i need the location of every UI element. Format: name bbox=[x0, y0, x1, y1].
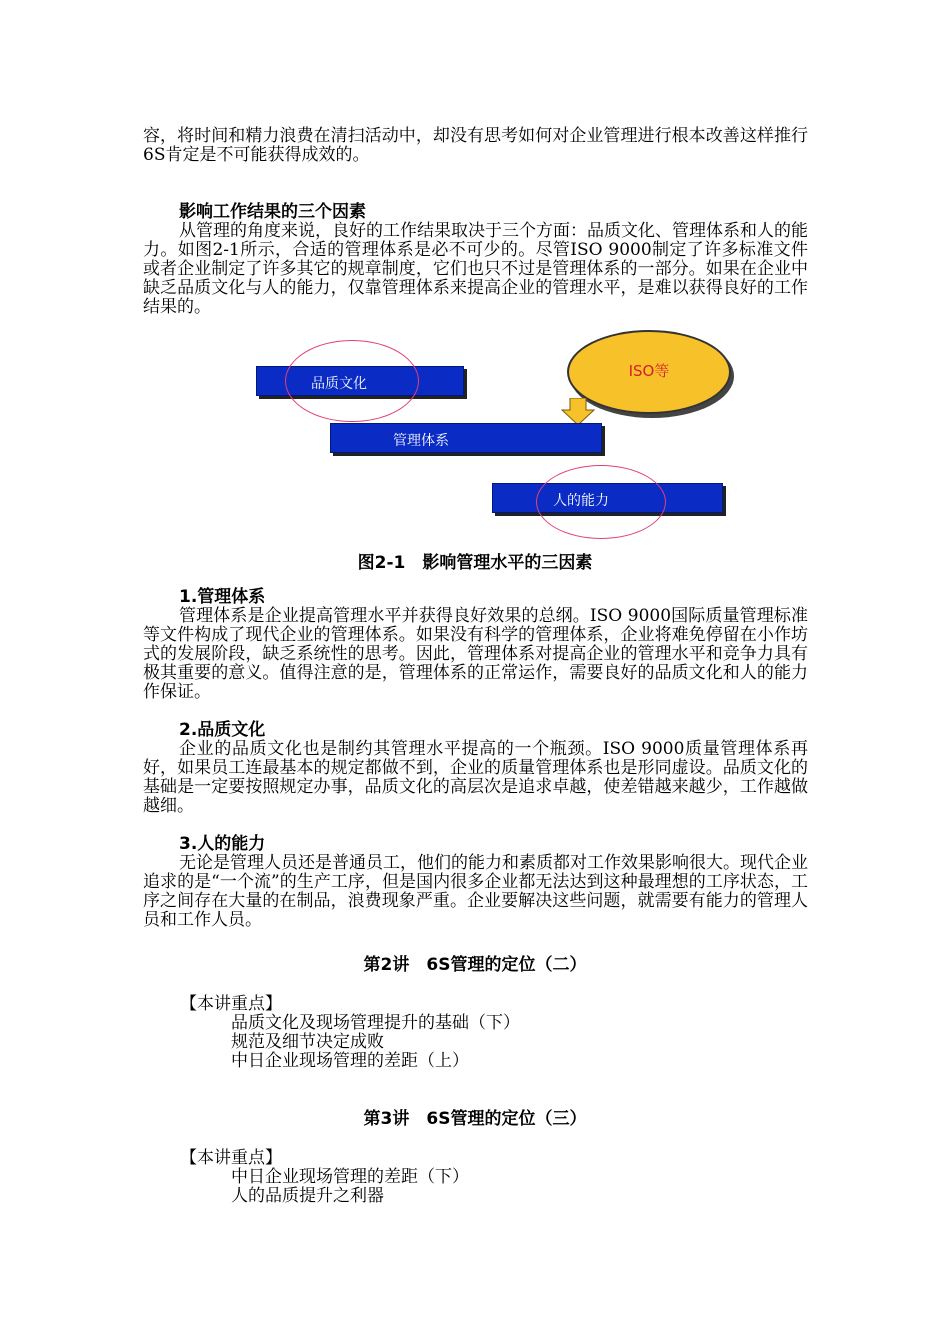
section-body: 从管理的角度来说，良好的工作结果取决于三个方面：品质文化、管理体系和人的能力。如图2-1所示，合适的管理体系是必不可少的。尽管ISO 9000制定了许多标准文件或者企业制定了许多其它的规章制度，它们也只不过是管理体系的一部分。如果在企业中缺乏品质文化与人的能力，仅靠管理体系来提高企业的管理水平，是难以获得良好的工作结果的。 bbox=[143, 221, 808, 317]
item-1-body: 管理体系是企业提高管理水平并获得良好效果的总纲。ISO 9000国际质量管理标准等文件构成了现代企业的管理体系。如果没有科学的管理体系，企业将难免停留在小作坊式的发展阶段，缺乏系统性的思考。因此，管理体系对提高企业的管理水平和竞争力具有极其重要的意义。值得注意的是，管理体系的正常运作，需要良好的品质文化和人的能力作保证。 bbox=[143, 606, 808, 702]
item-3-heading: 3.人的能力 bbox=[179, 834, 266, 854]
iso-label: ISO等 bbox=[628, 362, 670, 380]
lecture-2-key-label: 【本讲重点】 bbox=[180, 994, 282, 1014]
bar-label-management-system: 管理体系 bbox=[393, 433, 449, 449]
lecture-2-point: 中日企业现场管理的差距（上） bbox=[231, 1051, 469, 1071]
item-2-heading: 2.品质文化 bbox=[179, 720, 266, 740]
bar-management-system bbox=[330, 423, 602, 453]
lecture-3-title: 第3讲 6S管理的定位（三） bbox=[363, 1109, 587, 1129]
lecture-2-point: 品质文化及现场管理提升的基础（下） bbox=[231, 1013, 520, 1033]
down-arrow-icon bbox=[561, 398, 595, 426]
intro-paragraph: 容，将时间和精力浪费在清扫活动中，却没有思考如何对企业管理进行根本改善这样推行6S肯定是不可能获得成效的。 bbox=[143, 126, 808, 165]
item-3-body: 无论是管理人员还是普通员工，他们的能力和素质都对工作效果影响很大。现代企业追求的是“一个流”的生产工序，但是国内很多企业都无法达到这种最理想的工序状态，工序之间存在大量的在制品，浪费现象严重。企业要解决这些问题，就需要有能力的管理人员和工作人员。 bbox=[143, 853, 808, 930]
section-heading: 影响工作结果的三个因素 bbox=[179, 202, 366, 222]
diagram-figure bbox=[250, 330, 730, 525]
lecture-3-point: 人的品质提升之利器 bbox=[231, 1186, 384, 1206]
highlight-ring-ability bbox=[536, 465, 666, 539]
figure-caption: 图2-1 影响管理水平的三因素 bbox=[357, 553, 593, 573]
lecture-2-point: 规范及细节决定成败 bbox=[231, 1032, 384, 1052]
bar-label-quality-culture: 品质文化 bbox=[311, 376, 367, 392]
lecture-3-point: 中日企业现场管理的差距（下） bbox=[231, 1167, 469, 1187]
item-1-heading: 1.管理体系 bbox=[179, 587, 266, 607]
lecture-3-key-label: 【本讲重点】 bbox=[180, 1148, 282, 1168]
lecture-2-title: 第2讲 6S管理的定位（二） bbox=[363, 955, 587, 975]
highlight-ring-quality bbox=[285, 340, 419, 422]
bar-label-human-ability: 人的能力 bbox=[553, 493, 609, 509]
item-2-body: 企业的品质文化也是制约其管理水平提高的一个瓶颈。ISO 9000质量管理体系再好，如果员工连最基本的规定都做不到，企业的质量管理体系也是形同虚设。品质文化的基础是一定要按照规定办事，品质文化的高层次是追求卓越，使差错越来越少，工作越做越细。 bbox=[143, 739, 808, 816]
